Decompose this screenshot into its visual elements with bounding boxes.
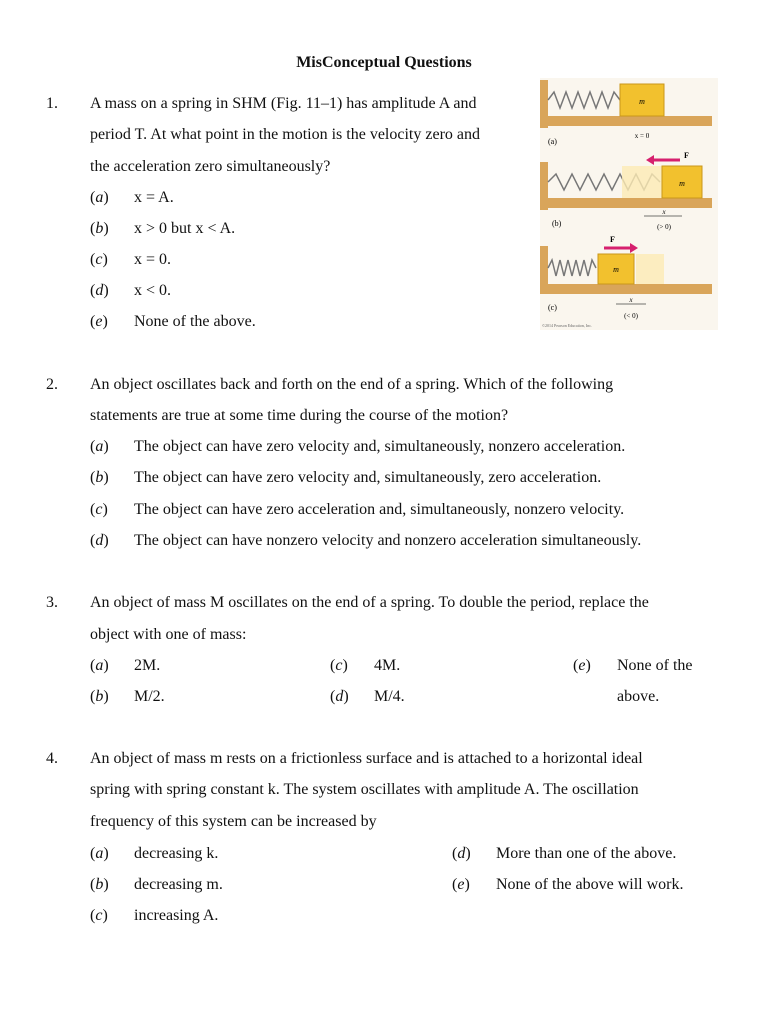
question-number: 2. [46, 376, 58, 393]
option-text: 2M. [134, 657, 161, 674]
option-label: (e) [90, 313, 108, 330]
question-text: the acceleration zero simultaneously? [90, 158, 331, 175]
question-text: statements are true at some time during the course of the motion? [90, 407, 509, 424]
option [573, 657, 693, 675]
panel-label: (c) [548, 303, 557, 312]
option-label: (c) [90, 501, 108, 518]
mass-label: m [613, 265, 619, 274]
question-text: object with one of mass: [90, 626, 247, 643]
spring-mass-figure [540, 78, 718, 330]
option-label: (d) [90, 532, 109, 549]
option [90, 220, 235, 238]
question-number: 4. [46, 750, 58, 767]
option-text: The object can have nonzero velocity and nonzero acceleration simultaneously. [134, 532, 642, 549]
option [90, 438, 625, 456]
option-label: (a) [90, 657, 109, 674]
option [90, 532, 641, 550]
option-text: x > 0 but x < A. [134, 220, 236, 237]
option [452, 876, 684, 894]
copyright-text: ©2014 Pearson Education, Inc. [542, 323, 593, 328]
option [90, 313, 256, 331]
option-text: decreasing m. [134, 876, 223, 893]
option [90, 907, 218, 925]
option-text: None of the above. [134, 313, 256, 330]
question-text: A mass on a spring in SHM (Fig. 11–1) has amplitude A and [90, 95, 477, 112]
option [452, 845, 676, 863]
force-label: F [684, 151, 689, 160]
option-text: None of the [617, 657, 693, 674]
option-label: (d) [452, 845, 471, 862]
position-label: x = 0 [634, 132, 650, 140]
question-text: An object oscillates back and forth on the end of a spring. Which of the following [90, 376, 614, 393]
option-text: The object can have zero velocity and, simultaneously, nonzero acceleration. [134, 438, 626, 455]
option [90, 469, 601, 487]
option-text: M/2. [134, 688, 165, 705]
option-label: (c) [90, 251, 108, 268]
question-number: 1. [46, 95, 58, 112]
displacement-label: x [662, 208, 666, 216]
question-text: An object of mass M oscillates on the end of a spring. To double the period, replace the [90, 594, 649, 611]
option-label: (b) [90, 876, 109, 893]
question-text: An object of mass m rests on a frictionless surface and is attached to a horizontal ideal [90, 750, 643, 767]
option [330, 657, 400, 675]
option-text: M/4. [374, 688, 405, 705]
option [90, 189, 174, 207]
mass-label: m [639, 97, 645, 106]
option-text: x = 0. [134, 251, 172, 268]
option [90, 845, 218, 863]
option-label: (d) [90, 282, 109, 299]
option-text: None of the above will work. [496, 876, 684, 893]
option-text: 4M. [374, 657, 401, 674]
option-text: x < 0. [134, 282, 172, 299]
question-text: spring with spring constant k. The system oscillates with amplitude A. The oscillation [90, 781, 639, 798]
option-label: (d) [330, 688, 349, 705]
question-text: frequency of this system can be increased by [90, 813, 377, 830]
option [330, 688, 405, 706]
option [90, 282, 171, 300]
option-label: (a) [90, 189, 109, 206]
option [90, 657, 160, 675]
option-label: (b) [90, 220, 109, 237]
option-text: x = A. [134, 189, 174, 206]
option-text: decreasing k. [134, 845, 219, 862]
option [90, 251, 171, 269]
option [90, 876, 223, 894]
option-text: More than one of the above. [496, 845, 677, 862]
question-text: period T. At what point in the motion is the velocity zero and [90, 126, 480, 143]
option-label: (c) [90, 907, 108, 924]
force-label: F [610, 235, 615, 244]
displacement-sign: (> 0) [657, 223, 671, 231]
option-text: The object can have zero velocity and, simultaneously, zero acceleration. [134, 469, 602, 486]
option-label: (b) [90, 688, 109, 705]
option-label: (a) [90, 438, 109, 455]
option-label: (a) [90, 845, 109, 862]
displacement-sign: (< 0) [624, 312, 638, 320]
option [90, 501, 624, 519]
option-text: increasing A. [134, 907, 219, 924]
option-label: (b) [90, 469, 109, 486]
option-label: (e) [452, 876, 470, 893]
page-title: MisConceptual Questions [296, 54, 472, 71]
option [90, 688, 165, 706]
panel-label: (a) [548, 137, 557, 146]
panel-label: (b) [552, 219, 562, 228]
question-number: 3. [46, 594, 58, 611]
mass-label: m [679, 179, 685, 188]
option-label: (c) [330, 657, 348, 674]
option-label: (e) [573, 657, 591, 674]
displacement-label: x [629, 296, 633, 304]
option-text: The object can have zero acceleration and, simultaneously, nonzero velocity. [134, 501, 625, 518]
option-continuation: above. [617, 688, 660, 705]
